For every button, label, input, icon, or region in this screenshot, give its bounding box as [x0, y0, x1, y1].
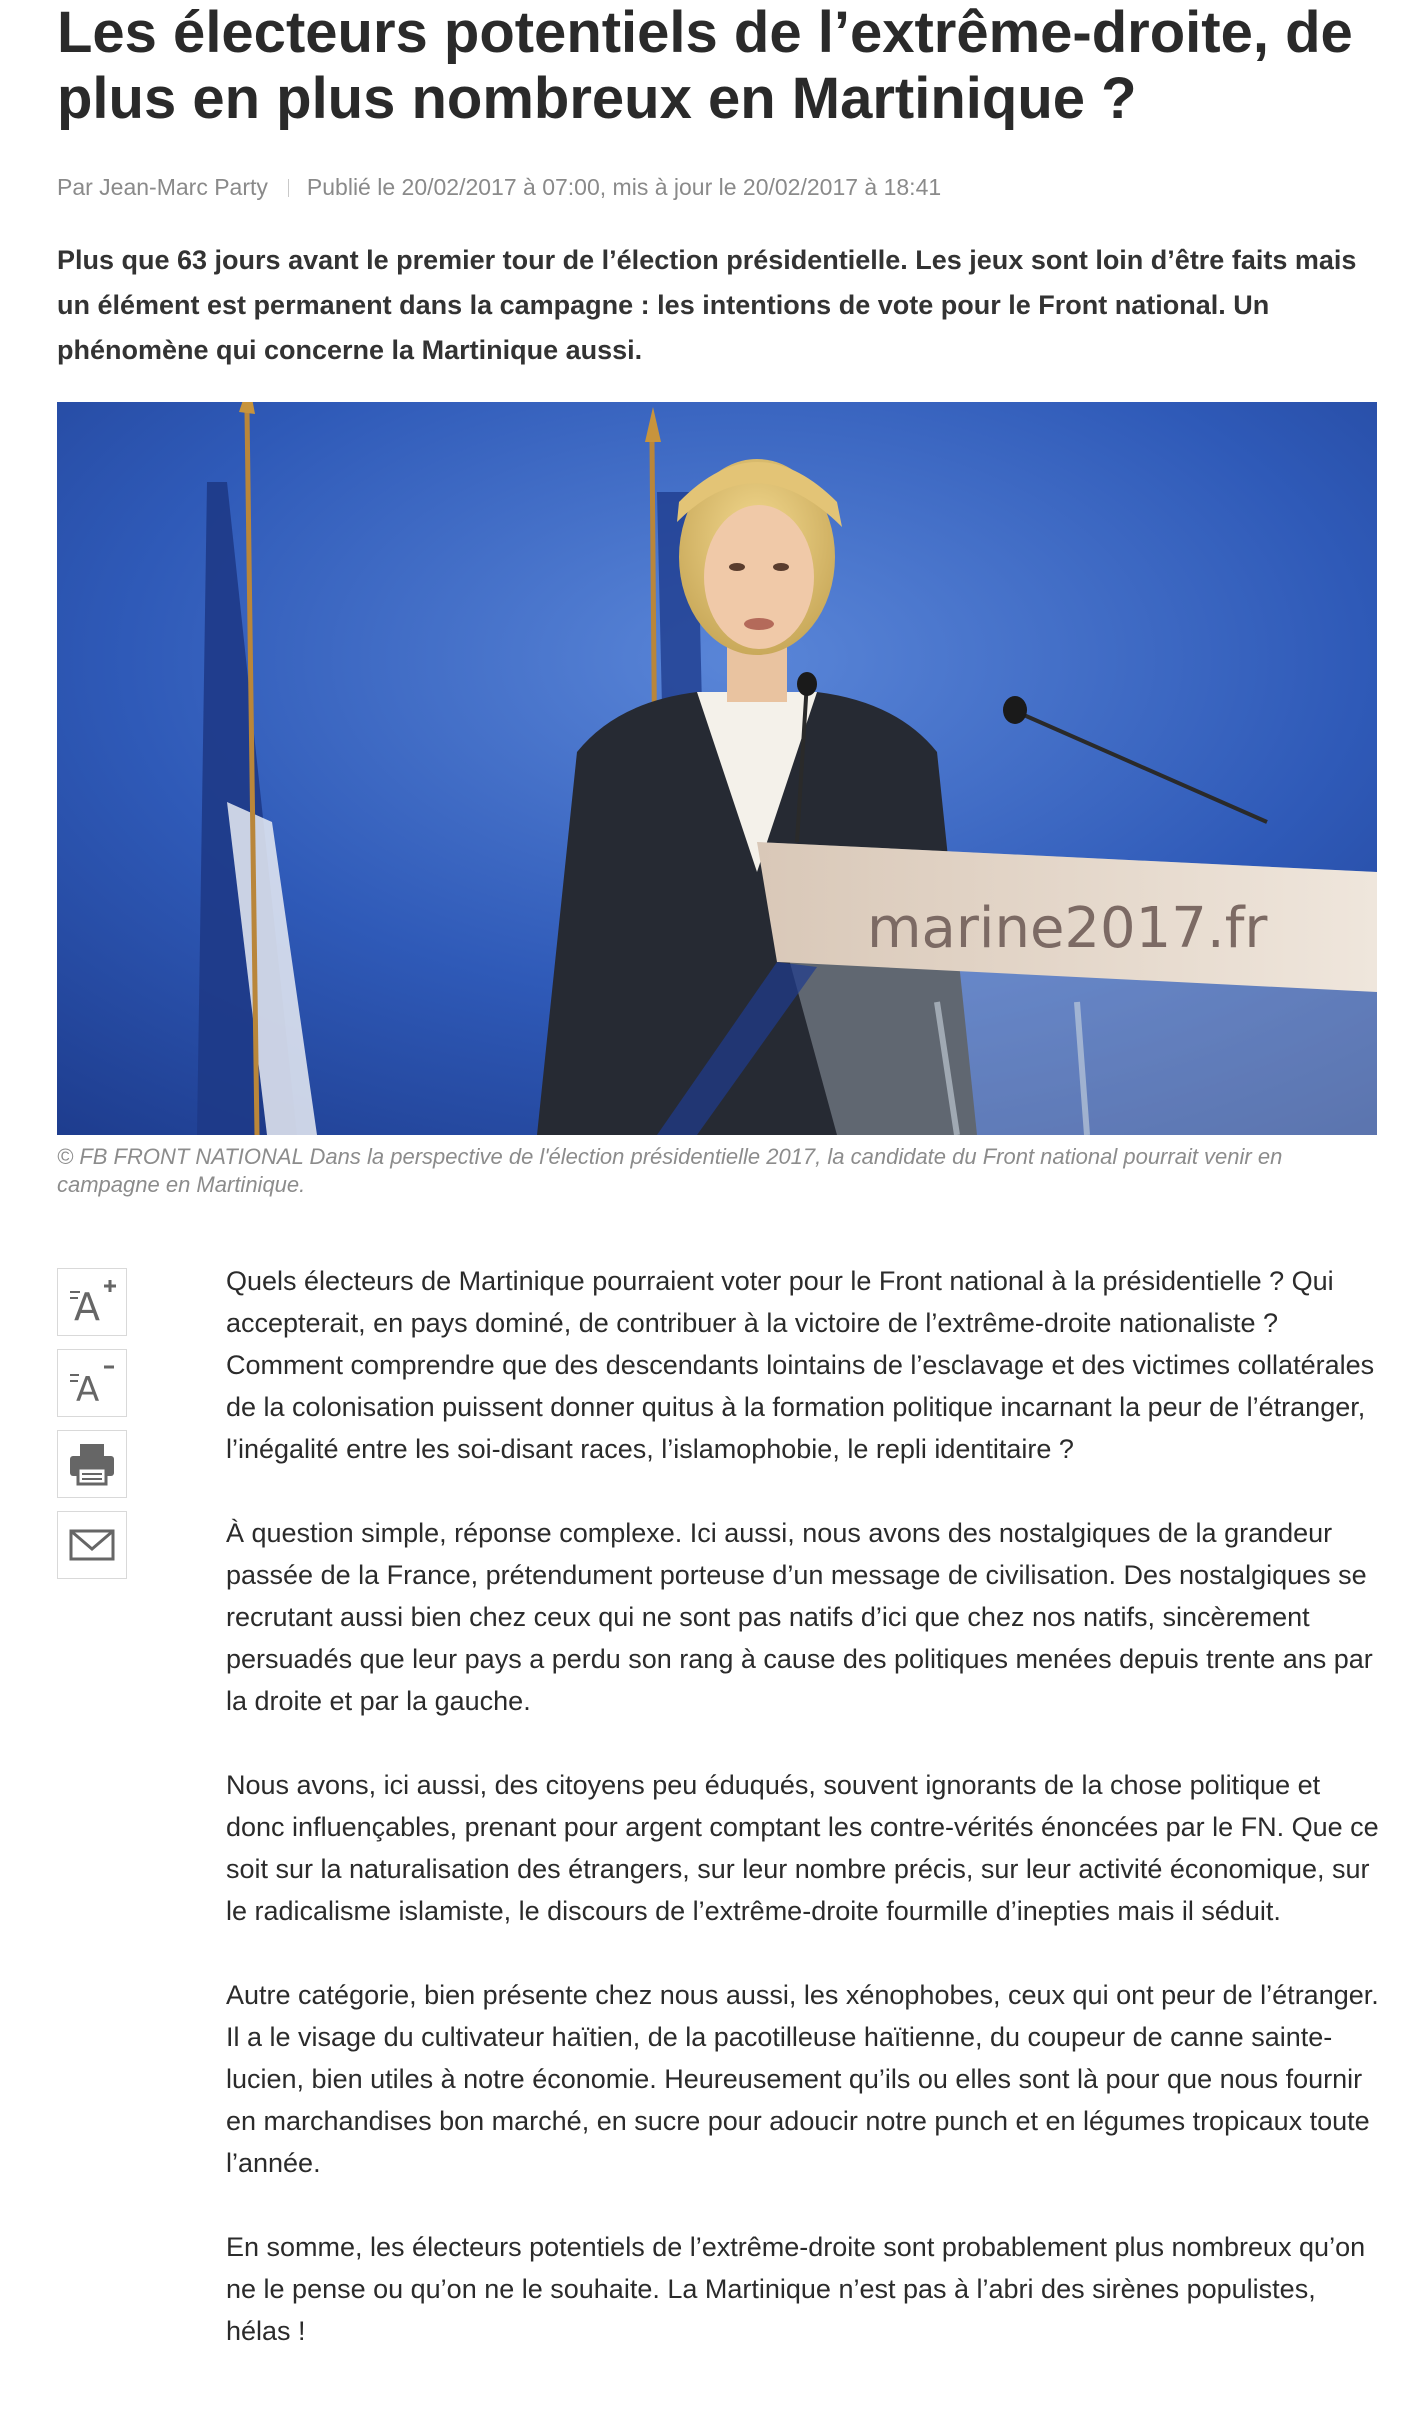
- article-paragraph: Quels électeurs de Martinique pourraient voter pour le Front national à la présidentielle ? Qui accepterait, en pays dominé, de contribuer à la victoire de l’extrême-droite nationaliste ? Comment comprendre que des descendants lointains de l’esclavage et des victimes collatérales de la colonisation puissent donner quitus à la formation politique incarnant la peur de l’étranger, l’inégalité entre les soi-disant races, l’islamophobie, le repli identitaire ?: [226, 1266, 1375, 1464]
- publish-date: Publié le 20/02/2017 à 07:00, mis à jour le 20/02/2017 à 18:41: [306, 174, 942, 200]
- print-icon: [66, 1438, 118, 1490]
- byline-divider: [288, 179, 289, 197]
- print-button[interactable]: [57, 1430, 127, 1498]
- article-paragraph: À question simple, réponse complexe. Ici aussi, nous avons des nostalgiques de la grandeur passée de la France, prétendument porteuse d’un message de civilisation. Des nostalgiques se recrutant aussi bien chez ceux qui ne sont pas natifs d’ici que chez nos natifs, sincèrement persuadés que leur pays a perdu son rang à cause des politiques menées depuis trente ans par la droite et par la gauche.: [226, 1518, 1373, 1716]
- article-paragraph: Autre catégorie, bien présente chez nous aussi, les xénophobes, ceux qui ont peur de l’étranger. Il a le visage du cultivateur haïtien, de la pacotilleuse haïtienne, du coupeur de canne sainte-lucien, bien utiles à notre économie. Heureusement qu’ils ou elles sont là pour que nous fournir en marchandises bon marché, en sucre pour adoucir notre punch et en légumes tropicaux toute l’année.: [226, 1980, 1379, 2178]
- article-tools: [57, 1268, 129, 1592]
- svg-text:A: A: [74, 1285, 100, 1328]
- svg-text:A: A: [76, 1370, 100, 1409]
- author-link[interactable]: Par Jean-Marc Party: [57, 174, 268, 200]
- increase-font-button[interactable]: [57, 1268, 127, 1336]
- decrease-font-icon: [66, 1357, 118, 1409]
- photo-caption: © FB FRONT NATIONAL Dans la perspective de l'élection présidentielle 2017, la candidate du Front national pourrait venir en campagne en Martinique.: [57, 1144, 1283, 1197]
- article-body: [226, 1260, 1386, 2394]
- increase-font-icon: [66, 1276, 118, 1328]
- article-byline: [57, 174, 941, 201]
- article-photo: [57, 402, 1377, 1135]
- article-lede: Plus que 63 jours avant le premier tour de l’élection présidentielle. Les jeux sont loin d’être faits mais un élément est permanent dans la campagne : les intentions de vote pour le Front national. Un phénomène qui concerne la Martinique aussi.: [57, 245, 1357, 365]
- article-paragraph: Nous avons, ici aussi, des citoyens peu éduqués, souvent ignorants de la chose politique et donc influençables, prenant pour argent comptant les contre-vérités énoncées par le FN. Que ce soit sur la naturalisation des étrangers, sur leur nombre précis, sur leur activité économique, sur le radicalisme islamiste, le discours de l’extrême-droite fourmille d’inepties mais il séduit.: [226, 1770, 1379, 1926]
- podium-text: marine2017.fr: [867, 896, 1268, 961]
- email-icon: [66, 1519, 118, 1571]
- article-title: Les électeurs potentiels de l’extrême-droite, de plus en plus nombreux en Martinique ?: [57, 0, 1353, 131]
- article-paragraph: En somme, les électeurs potentiels de l’extrême-droite sont probablement plus nombreux qu’on ne le pense ou qu’on ne le souhaite. La Martinique n’est pas à l’abri des sirènes populistes, hélas !: [226, 2232, 1366, 2346]
- decrease-font-button[interactable]: [57, 1349, 127, 1417]
- email-button[interactable]: [57, 1511, 127, 1579]
